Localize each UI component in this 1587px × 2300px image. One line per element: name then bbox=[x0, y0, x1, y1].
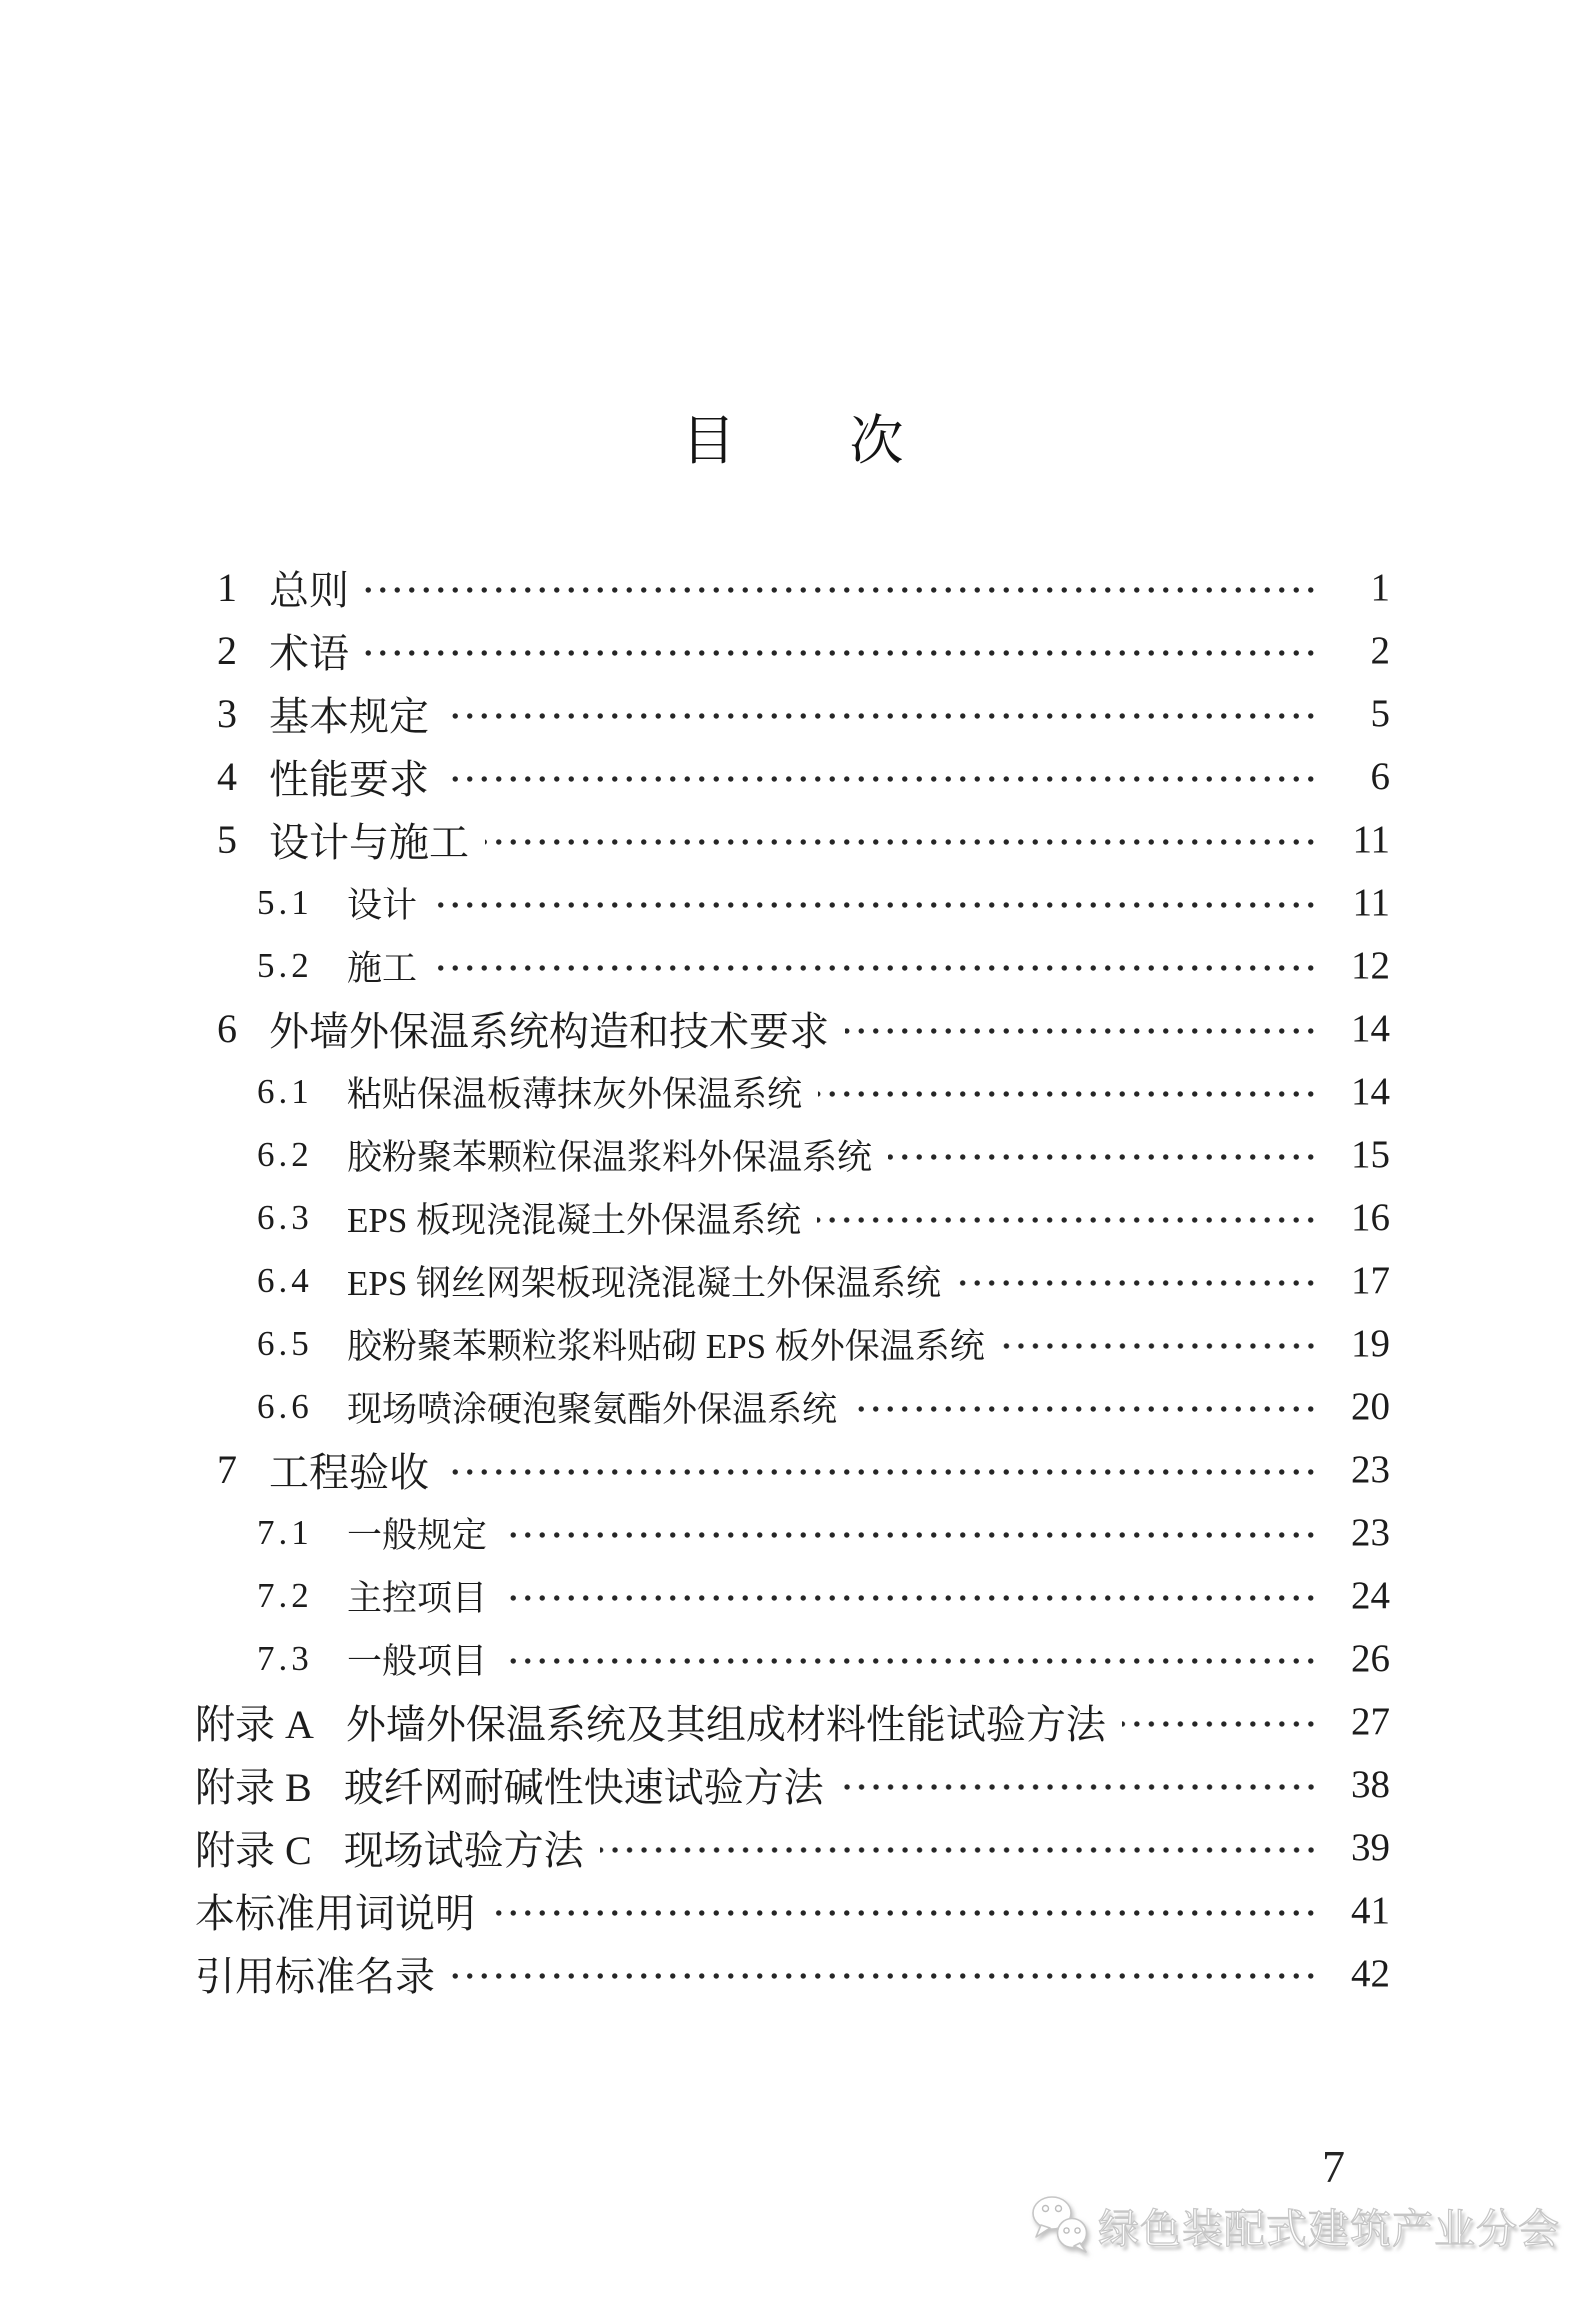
toc-item-page: 6 bbox=[1370, 755, 1390, 798]
toc-item-page: 1 bbox=[1370, 566, 1390, 609]
toc-item-label: 胶粉聚苯颗粒浆料贴砌 EPS 板外保温系统 bbox=[347, 1326, 985, 1366]
dot-leader bbox=[957, 1279, 1318, 1287]
toc-item-number: 6.5 bbox=[257, 1323, 313, 1363]
toc-item-number: 4 bbox=[217, 754, 237, 799]
toc-item-page: 42 bbox=[1351, 1952, 1390, 1995]
page-number: 7 bbox=[1322, 2141, 1345, 2192]
toc-item-number: 3 bbox=[217, 691, 237, 736]
toc-item-label: 基本规定 bbox=[269, 694, 429, 739]
dot-leader bbox=[445, 1468, 1318, 1476]
toc-row bbox=[195, 1690, 1390, 1753]
toc-item-number: 7 bbox=[217, 1447, 237, 1492]
toc-item-page: 5 bbox=[1370, 692, 1390, 735]
toc-row bbox=[195, 619, 1390, 682]
toc-item-label: 本标准用词说明 bbox=[195, 1891, 475, 1936]
toc-row bbox=[195, 1942, 1390, 2005]
dot-leader bbox=[853, 1405, 1318, 1413]
dot-leader bbox=[485, 838, 1318, 846]
dot-leader bbox=[503, 1657, 1318, 1665]
toc-item-page: 23 bbox=[1351, 1448, 1390, 1491]
toc-item-number: 6.2 bbox=[257, 1134, 313, 1174]
page-title: 目 次 bbox=[681, 411, 906, 471]
toc-item-page: 11 bbox=[1352, 881, 1390, 924]
watermark bbox=[1028, 2192, 1560, 2258]
toc-item-page: 2 bbox=[1370, 629, 1390, 672]
toc-item-page: 38 bbox=[1351, 1763, 1390, 1806]
toc-item-label: 设计与施工 bbox=[269, 820, 469, 865]
dot-leader bbox=[840, 1783, 1318, 1791]
dot-leader bbox=[503, 1594, 1318, 1602]
toc-item-label: 现场喷涂硬泡聚氨酯外保温系统 bbox=[347, 1389, 838, 1429]
table-of-contents bbox=[195, 556, 1390, 2005]
toc-row bbox=[195, 1879, 1390, 1942]
toc-item-number: 7.1 bbox=[257, 1512, 313, 1552]
toc-item-number: 6.4 bbox=[257, 1260, 313, 1300]
toc-item-label: 术语 bbox=[269, 631, 349, 676]
watermark-text: 绿色装配式建筑产业分会 bbox=[1098, 2205, 1560, 2252]
toc-row bbox=[195, 682, 1390, 745]
toc-row bbox=[195, 808, 1390, 871]
toc-item-page: 19 bbox=[1351, 1322, 1390, 1365]
toc-item-label: 外墙外保温系统及其组成材料性能试验方法 bbox=[345, 1702, 1106, 1747]
toc-item-label: 总则 bbox=[269, 568, 349, 613]
toc-item-label: 胶粉聚苯颗粒保温浆料外保温系统 bbox=[347, 1137, 873, 1177]
toc-row bbox=[195, 745, 1390, 808]
dot-leader bbox=[365, 586, 1318, 594]
toc-item-label: EPS 板现浇混凝土外保温系统 bbox=[347, 1200, 802, 1240]
toc-item-page: 23 bbox=[1351, 1511, 1390, 1554]
toc-row bbox=[195, 1060, 1390, 1123]
toc-item-page: 20 bbox=[1351, 1385, 1390, 1428]
dot-leader bbox=[491, 1909, 1318, 1917]
toc-item-page: 39 bbox=[1351, 1826, 1390, 1869]
dot-leader bbox=[817, 1216, 1318, 1224]
dot-leader bbox=[845, 1027, 1318, 1035]
wechat-icon bbox=[1028, 2193, 1092, 2257]
toc-item-number: 6.1 bbox=[257, 1071, 313, 1111]
toc-item-number: 1 bbox=[217, 565, 237, 610]
toc-item-number: 附录 B bbox=[195, 1765, 312, 1810]
toc-row bbox=[195, 1186, 1390, 1249]
toc-item-number: 7.2 bbox=[257, 1575, 313, 1615]
dot-leader bbox=[818, 1090, 1318, 1098]
toc-item-label: 现场试验方法 bbox=[343, 1828, 584, 1873]
toc-item-number: 7.3 bbox=[257, 1638, 313, 1678]
toc-row bbox=[195, 1816, 1390, 1879]
dot-leader bbox=[445, 712, 1318, 720]
toc-item-page: 17 bbox=[1351, 1259, 1390, 1302]
toc-row bbox=[195, 934, 1390, 997]
toc-item-page: 15 bbox=[1351, 1133, 1390, 1176]
toc-item-page: 11 bbox=[1352, 818, 1390, 861]
toc-row bbox=[195, 997, 1390, 1060]
toc-item-label: 施工 bbox=[347, 948, 418, 988]
toc-item-page: 24 bbox=[1351, 1574, 1390, 1617]
toc-item-label: 一般规定 bbox=[347, 1515, 488, 1555]
dot-leader bbox=[433, 964, 1318, 972]
toc-row bbox=[195, 556, 1390, 619]
dot-leader bbox=[1122, 1720, 1318, 1728]
toc-item-page: 41 bbox=[1351, 1889, 1390, 1932]
toc-row bbox=[195, 1438, 1390, 1501]
toc-row bbox=[195, 871, 1390, 934]
toc-item-label: 引用标准名录 bbox=[195, 1954, 435, 1999]
toc-item-number: 2 bbox=[217, 628, 237, 673]
toc-item-label: 主控项目 bbox=[347, 1578, 488, 1618]
dot-leader bbox=[1001, 1342, 1318, 1350]
toc-item-page: 12 bbox=[1351, 944, 1390, 987]
toc-item-page: 14 bbox=[1351, 1070, 1390, 1113]
toc-item-page: 26 bbox=[1351, 1637, 1390, 1680]
toc-row bbox=[195, 1501, 1390, 1564]
toc-item-number: 6.3 bbox=[257, 1197, 313, 1237]
toc-item-label: 一般项目 bbox=[347, 1641, 488, 1681]
toc-item-label: 设计 bbox=[347, 885, 418, 925]
dot-leader bbox=[365, 649, 1318, 657]
dot-leader bbox=[888, 1153, 1318, 1161]
toc-item-label: 性能要求 bbox=[269, 757, 429, 802]
toc-row bbox=[195, 1312, 1390, 1375]
toc-row bbox=[195, 1375, 1390, 1438]
toc-item-label: 工程验收 bbox=[269, 1450, 429, 1495]
toc-item-label: 玻纤网耐碱性快速试验方法 bbox=[343, 1765, 824, 1810]
toc-row bbox=[195, 1753, 1390, 1816]
toc-item-page: 27 bbox=[1351, 1700, 1390, 1743]
toc-item-number: 6.6 bbox=[257, 1386, 313, 1426]
toc-item-number: 附录 C bbox=[195, 1828, 312, 1873]
toc-item-page: 16 bbox=[1351, 1196, 1390, 1239]
toc-item-number: 5 bbox=[217, 817, 237, 862]
dot-leader bbox=[600, 1846, 1318, 1854]
dot-leader bbox=[445, 775, 1318, 783]
dot-leader bbox=[503, 1531, 1318, 1539]
toc-row bbox=[195, 1249, 1390, 1312]
toc-item-number: 6 bbox=[217, 1006, 237, 1051]
toc-row bbox=[195, 1564, 1390, 1627]
toc-item-label: 外墙外保温系统构造和技术要求 bbox=[269, 1009, 829, 1054]
toc-item-label: EPS 钢丝网架板现浇混凝土外保温系统 bbox=[347, 1263, 942, 1303]
toc-item-number: 5.1 bbox=[257, 882, 313, 922]
dot-leader bbox=[433, 901, 1318, 909]
toc-row bbox=[195, 1627, 1390, 1690]
dot-leader bbox=[451, 1972, 1318, 1980]
toc-row bbox=[195, 1123, 1390, 1186]
toc-item-label: 粘贴保温板薄抹灰外保温系统 bbox=[347, 1074, 803, 1114]
toc-item-number: 5.2 bbox=[257, 945, 313, 985]
toc-item-page: 14 bbox=[1351, 1007, 1390, 1050]
toc-item-number: 附录 A bbox=[195, 1702, 314, 1747]
